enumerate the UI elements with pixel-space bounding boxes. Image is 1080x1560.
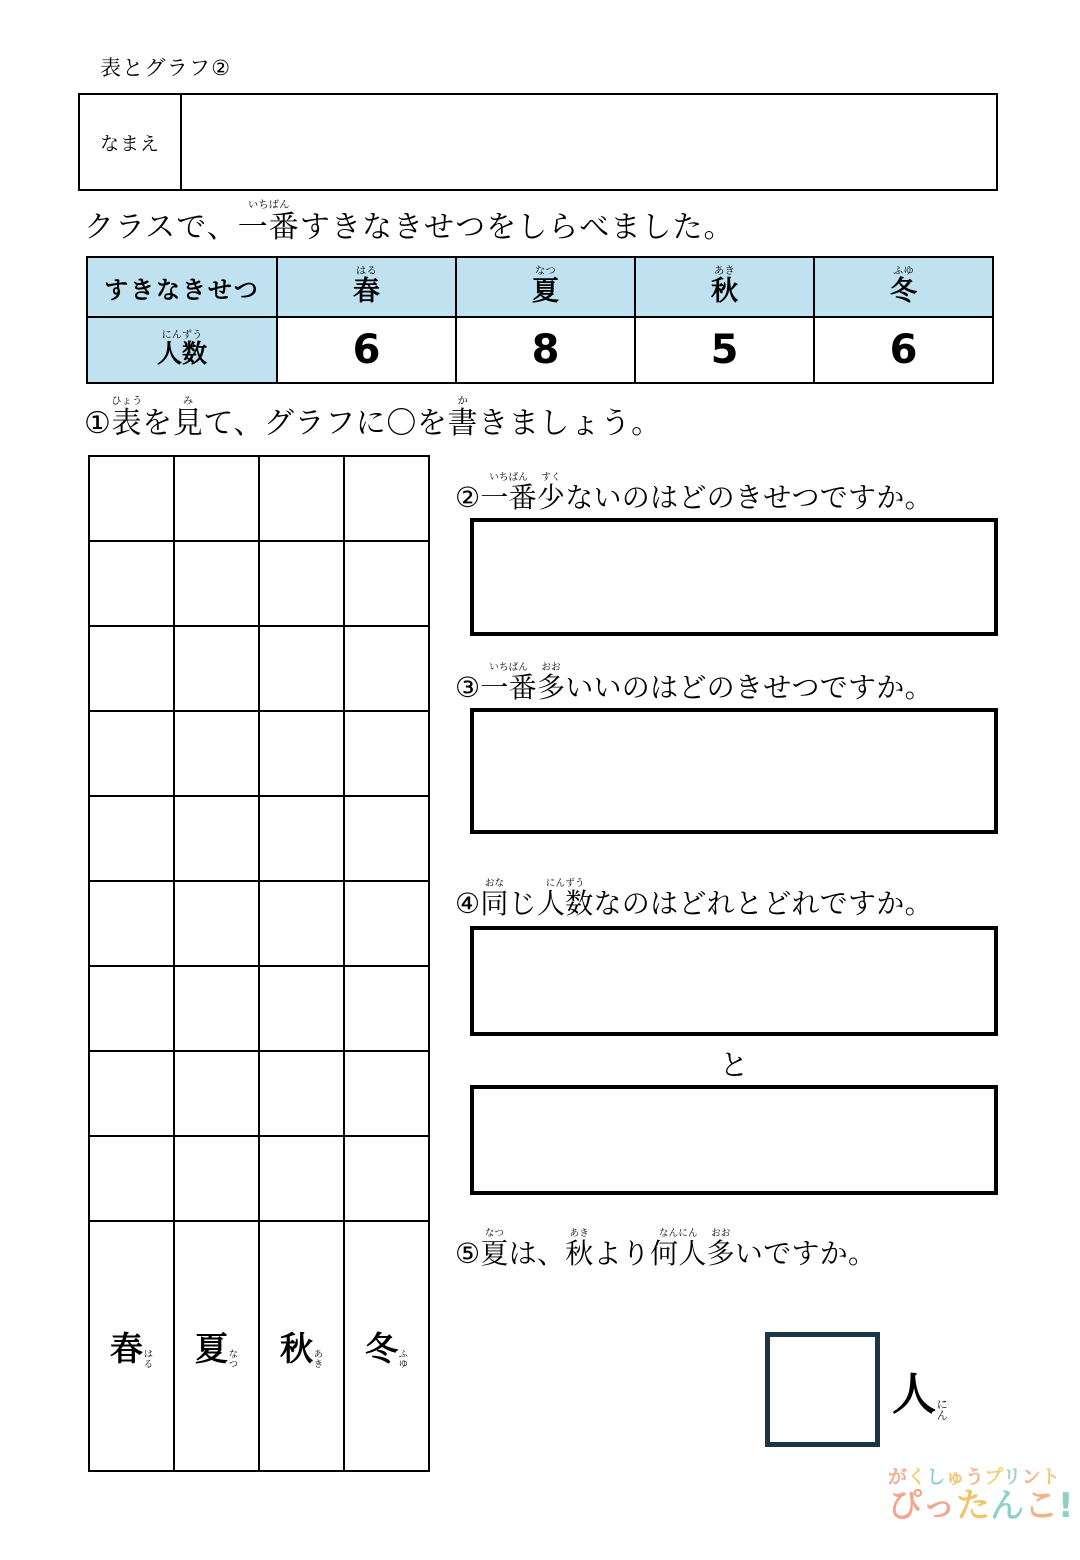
graph-cell[interactable] [344,796,429,881]
logo-char: ! [1058,1486,1074,1526]
graph-cell[interactable] [89,881,174,966]
graph-cell[interactable] [259,456,344,541]
table-header-category: すきなきせつ [87,257,277,317]
kana-char: る [143,1358,153,1370]
table-header-summer: 夏なつ [456,257,635,317]
logo-char: う [964,1466,985,1488]
question-4-text: ④同おなじ人数にんずうなのはどれとどれですか。 [455,878,933,920]
question-1-text: ①表ひょうを見みて、グラフに〇を書かきましょう。 [84,396,662,441]
graph-cell[interactable] [89,711,174,796]
kana-char: ゆ [398,1358,408,1370]
graph-grid-row [89,1136,429,1221]
kana-char: ふ [398,1349,408,1361]
count-spring: 6 [277,317,456,383]
logo-char: た [956,1486,990,1526]
logo-top-line [888,1466,1061,1488]
graph-cell[interactable] [89,541,174,626]
graph-cell[interactable] [259,1136,344,1221]
question-5-answer-box[interactable] [765,1332,880,1447]
graph-cell[interactable] [344,1136,429,1221]
graph-cell[interactable] [174,1136,259,1221]
graph-axis-label-winter: 冬 ふ ゆ [344,1221,429,1471]
logo-char: ぴ [888,1486,922,1526]
graph-cell[interactable] [344,881,429,966]
name-label: なまえ [80,95,182,189]
graph-cell[interactable] [259,796,344,881]
logo-char: ト [1040,1466,1061,1488]
logo-char: リ [1002,1466,1022,1488]
graph-cell[interactable] [344,711,429,796]
graph-grid-row [89,626,429,711]
lead-part-1: クラスで、 [84,210,238,245]
graph-cell[interactable] [89,1051,174,1136]
name-field-container [78,93,998,191]
graph-cell[interactable] [89,626,174,711]
kana-char: な [228,1349,238,1361]
question-5-unit-label: 人 に ん [892,1369,948,1423]
graph-grid-row [89,541,429,626]
logo-char: し [926,1466,946,1488]
graph-axis-row [89,1221,429,1471]
logo-bottom-line [888,1486,1074,1526]
table-row-header-count: 人数にんずう [87,317,277,383]
graph-cell[interactable] [174,881,259,966]
graph-cell[interactable] [259,966,344,1051]
logo-char: ん [990,1486,1024,1526]
graph-cell[interactable] [174,966,259,1051]
count-winter: 6 [814,317,993,383]
table-header-row [87,257,993,317]
logo-char: っ [922,1486,956,1526]
question-4-answer-box-1[interactable] [470,926,998,1036]
page-title: 表とグラフ② [100,56,232,80]
graph-axis-label-summer: 夏 な つ [174,1221,259,1471]
question-3-text: ③一番いちばん多おおいいのはどのきせつですか。 [455,662,933,704]
kana-char: は [143,1349,153,1361]
graph-cell[interactable] [174,456,259,541]
table-header-winter: 冬ふゆ [814,257,993,317]
table-header-spring: 春はる [277,257,456,317]
graph-cell[interactable] [174,626,259,711]
lead-ichiban: 一番いちばん [237,200,300,245]
graph-grid-row [89,456,429,541]
logo-char: ゅ [945,1466,965,1488]
graph-grid-row [89,1051,429,1136]
question-3-answer-box[interactable] [470,708,998,834]
table-header-autumn: 秋あき [635,257,814,317]
question-2-text: ②一番いちばん少すくないのはどのきせつですか。 [455,472,933,514]
graph-cell[interactable] [344,1051,429,1136]
question-4-answer-box-2[interactable] [470,1085,998,1195]
logo-char: プ [984,1466,1003,1488]
graph-cell[interactable] [344,966,429,1051]
name-input-area[interactable] [182,95,996,189]
logo-char: く [907,1466,927,1488]
graph-grid-row [89,966,429,1051]
graph-cell[interactable] [259,1051,344,1136]
count-autumn: 5 [635,317,814,383]
question-4-conjunction: と [719,1048,749,1082]
question-2-answer-box[interactable] [470,518,998,636]
graph-axis-label-spring: 春 は る [89,1221,174,1471]
kana-char: ん [936,1409,948,1423]
graph-cell[interactable] [174,1051,259,1136]
graph-cell[interactable] [89,456,174,541]
graph-cell[interactable] [174,711,259,796]
graph-cell[interactable] [259,881,344,966]
graph-cell[interactable] [174,541,259,626]
graph-cell[interactable] [259,626,344,711]
graph-cell[interactable] [344,626,429,711]
count-summer: 8 [456,317,635,383]
logo-char: こ [1024,1486,1058,1526]
graph-cell[interactable] [344,541,429,626]
graph-grid-row [89,796,429,881]
graph-grid-row [89,711,429,796]
graph-cell[interactable] [89,796,174,881]
graph-cell[interactable] [259,711,344,796]
kana-char: つ [228,1358,238,1370]
graph-grid-row [89,881,429,966]
graph-axis-label-autumn: 秋 あ き [259,1221,344,1471]
graph-cell[interactable] [89,966,174,1051]
bar-graph-grid[interactable] [88,455,430,1472]
lead-part-2: すきなきせつをしらべました。 [299,210,735,245]
season-data-table [86,256,994,384]
table-value-row [87,317,993,383]
lead-sentence [84,200,735,246]
logo-char: が [888,1466,908,1488]
graph-cell[interactable] [89,1136,174,1221]
kana-char: に [936,1398,948,1412]
question-5-text: ⑤夏なつは、秋あきより何人なんにん多おおいですか。 [455,1228,877,1270]
kana-char: き [313,1358,323,1370]
site-logo [888,1466,1074,1540]
graph-cell[interactable] [259,541,344,626]
logo-char: ン [1021,1466,1041,1488]
graph-cell[interactable] [344,456,429,541]
graph-cell[interactable] [174,796,259,881]
kana-char: あ [313,1349,323,1361]
